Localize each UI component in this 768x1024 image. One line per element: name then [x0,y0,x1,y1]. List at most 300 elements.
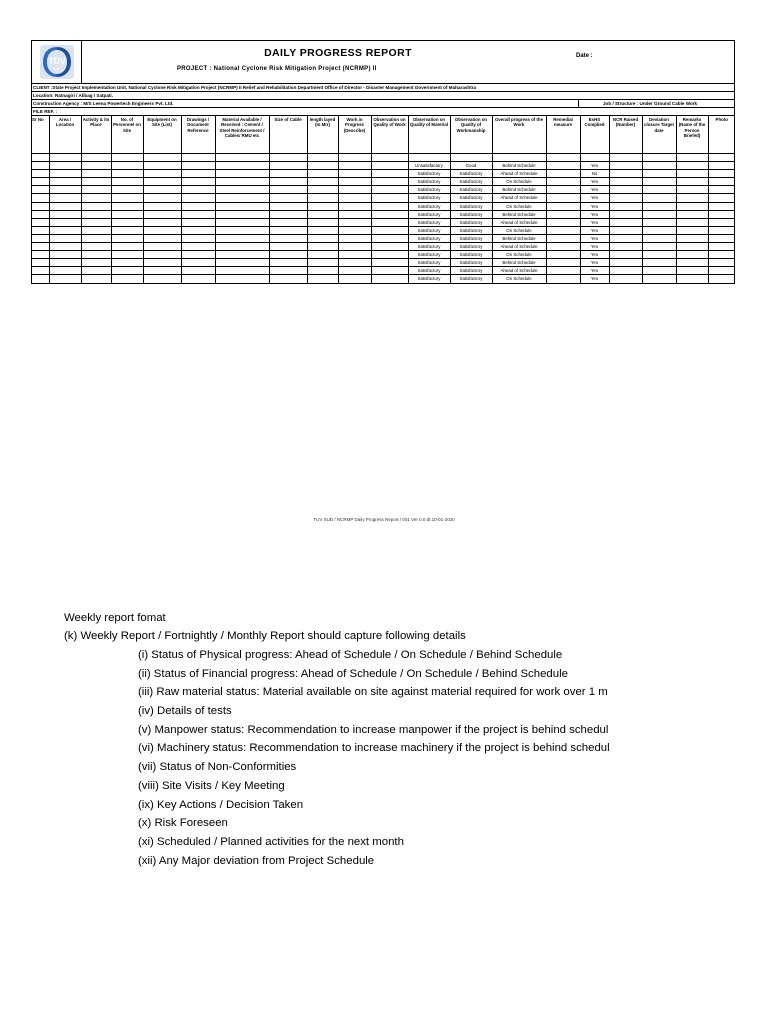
table-row [32,194,735,202]
table-cell [269,267,307,275]
table-cell [492,154,546,162]
column-header: Deviation closure Target date [642,116,676,154]
table-cell: Satisfactory [408,210,450,218]
table-cell [143,267,181,275]
table-cell [609,178,642,186]
table-cell [642,226,676,234]
table-cell [215,226,269,234]
table-cell [546,210,580,218]
progress-table [32,116,735,283]
table-cell [676,218,708,226]
table-cell [676,243,708,251]
table-cell [371,210,408,218]
table-cell [81,202,111,210]
table-cell [49,234,81,242]
table-cell [143,162,181,170]
table-cell [269,226,307,234]
table-cell: Satisfactory [450,234,492,242]
table-cell [676,251,708,259]
table-cell [215,202,269,210]
table-cell [642,243,676,251]
table-cell [269,275,307,283]
table-cell: Behind Schedule [492,210,546,218]
table-cell [642,162,676,170]
table-cell: Yes [580,259,609,267]
table-cell [111,218,143,226]
table-cell [269,186,307,194]
table-cell [371,194,408,202]
table-cell [81,218,111,226]
weekly-detail-item: (vii) Status of Non-Conformities [138,761,297,774]
table-cell [609,275,642,283]
table-cell [215,275,269,283]
table-cell: On Schedule [492,275,546,283]
table-row [32,202,735,210]
table-cell [32,162,49,170]
table-cell [338,243,371,251]
table-cell: Behind Schedule [492,259,546,267]
date-label: Date : [576,53,593,59]
table-cell [609,243,642,251]
table-cell [338,170,371,178]
table-cell [642,251,676,259]
table-cell [111,170,143,178]
table-cell [609,186,642,194]
table-cell [609,259,642,267]
column-header: EsHS Complied [580,116,609,154]
weekly-detail-item: (ii) Status of Financial progress: Ahead of Schedule / On Schedule / Behind Schedule [138,667,568,680]
table-cell: Satisfactory [408,226,450,234]
table-cell [676,194,708,202]
table-cell: Satisfactory [408,259,450,267]
table-cell [609,162,642,170]
weekly-detail-item: (iii) Raw material status: Material available on site against material required for work over 1 m [138,686,608,699]
file-ref-line: FILE REF. : [32,108,734,116]
table-cell [307,251,338,259]
report-title: DAILY PROGRESS REPORT [264,47,412,59]
table-cell [338,162,371,170]
table-cell [215,210,269,218]
column-header: Material Available / Received : Cement / Steel Reinforcement / Cables/ RMU etc [215,116,269,154]
table-cell [609,218,642,226]
table-cell [215,243,269,251]
column-header: length layed (In Mtr) [307,116,338,154]
table-cell: Satisfactory [408,243,450,251]
table-cell: Satisfactory [408,234,450,242]
table-cell [371,243,408,251]
table-cell: Satisfactory [450,186,492,194]
table-row [32,234,735,242]
table-cell [307,267,338,275]
table-cell: Satisfactory [450,226,492,234]
table-cell [642,218,676,226]
table-cell [143,154,181,162]
table-cell [49,267,81,275]
table-cell [32,243,49,251]
table-cell [546,251,580,259]
table-cell [642,234,676,242]
table-cell [143,210,181,218]
table-cell [143,243,181,251]
table-cell [215,194,269,202]
table-cell [143,259,181,267]
table-cell [642,202,676,210]
table-cell [546,170,580,178]
table-cell: Yes [580,226,609,234]
table-cell [708,218,735,226]
table-cell [609,202,642,210]
table-cell [371,218,408,226]
table-cell [708,226,735,234]
header-row [32,116,735,154]
document-reference: TUV SUD / NCRMP Daily Progress Report / 001 Ver 0.0 dt.10-01-2020 [313,517,455,522]
table-cell [708,186,735,194]
report-header [32,41,734,84]
table-cell: Satisfactory [450,259,492,267]
table-cell: Satisfactory [450,210,492,218]
table-cell [307,234,338,242]
table-cell [215,267,269,275]
table-cell [81,170,111,178]
table-cell: Satisfactory [450,178,492,186]
table-cell [49,178,81,186]
table-cell [269,251,307,259]
table-cell [81,162,111,170]
table-cell: Satisfactory [408,251,450,259]
logo-cell [32,41,82,83]
table-cell [708,259,735,267]
table-cell [81,154,111,162]
table-cell [32,178,49,186]
table-cell: Satisfactory [450,251,492,259]
weekly-k-item: (k) Weekly Report / Fortnightly / Monthly Report should capture following details [64,630,466,642]
project-name: PROJECT : National Cyclone Risk Mitigation Project (NCRMP) II [177,66,377,72]
table-cell [81,210,111,218]
table-cell [546,202,580,210]
column-header: Equipment on Site (List) [143,116,181,154]
table-cell [371,251,408,259]
table-cell [81,234,111,242]
weekly-report-format [64,609,768,870]
table-cell [215,170,269,178]
table-cell [49,154,81,162]
table-cell [609,170,642,178]
table-cell [676,259,708,267]
table-cell [371,178,408,186]
table-cell [338,154,371,162]
table-cell [676,275,708,283]
table-cell [269,210,307,218]
table-cell [49,243,81,251]
table-cell: Behind Schedule [492,162,546,170]
table-cell: On Schedule [492,178,546,186]
table-row [32,251,735,259]
table-cell [49,218,81,226]
table-cell [307,194,338,202]
table-cell [181,234,215,242]
table-cell [32,218,49,226]
table-cell [708,170,735,178]
table-cell [143,202,181,210]
table-cell [676,234,708,242]
table-row [32,243,735,251]
table-body [32,154,735,283]
table-cell [215,234,269,242]
table-cell [215,178,269,186]
table-cell [269,170,307,178]
table-cell: Satisfactory [408,267,450,275]
column-header: Remedial measure [546,116,580,154]
table-cell: Satisfactory [450,275,492,283]
table-cell [546,267,580,275]
table-cell [338,275,371,283]
table-cell [32,186,49,194]
table-cell: Yes [580,267,609,275]
table-row [32,267,735,275]
weekly-detail-item: (viii) Site Visits / Key Meeting [138,779,285,792]
table-cell [111,267,143,275]
table-cell [307,154,338,162]
table-cell: No [580,170,609,178]
table-cell [642,170,676,178]
column-header: Observation on Quality of Material [408,116,450,154]
table-cell [338,178,371,186]
table-cell [181,243,215,251]
table-cell [546,243,580,251]
table-cell [708,178,735,186]
table-cell [708,234,735,242]
table-cell [708,162,735,170]
table-cell [371,202,408,210]
table-cell [708,194,735,202]
table-cell [181,259,215,267]
weekly-detail-item: (v) Manpower status: Recommendation to increase manpower if the project is behind schedul [138,723,609,736]
table-cell [215,251,269,259]
table-cell [408,154,450,162]
table-cell: On Schedule [492,226,546,234]
table-cell: Behind Schedule [492,186,546,194]
table-cell [338,210,371,218]
weekly-detail-item: (vi) Machinery status: Recommendation to increase machinery if the project is behind schedul [138,742,610,755]
table-cell [111,178,143,186]
table-cell [215,162,269,170]
weekly-detail-item: (ix) Key Actions / Decision Taken [138,798,304,811]
table-cell [269,178,307,186]
table-cell [81,243,111,251]
table-cell: Satisfactory [450,194,492,202]
table-cell [307,178,338,186]
table-cell [49,162,81,170]
table-cell [32,154,49,162]
table-cell [546,218,580,226]
table-row [32,178,735,186]
table-cell [32,259,49,267]
table-cell [546,275,580,283]
table-cell [546,259,580,267]
table-cell [111,275,143,283]
column-header: Photo [708,116,735,154]
table-cell [371,170,408,178]
table-cell: Yes [580,178,609,186]
table-cell [338,226,371,234]
table-cell [181,251,215,259]
table-cell [49,226,81,234]
table-cell [143,234,181,242]
table-cell [269,218,307,226]
table-cell: Yes [580,251,609,259]
table-cell [181,267,215,275]
table-cell [676,267,708,275]
table-cell [546,178,580,186]
table-cell [307,259,338,267]
table-cell [708,202,735,210]
table-cell [546,194,580,202]
table-cell: Satisfactory [408,194,450,202]
table-cell [215,154,269,162]
table-cell [371,162,408,170]
column-header: Area / Location [49,116,81,154]
table-cell [676,186,708,194]
table-cell [676,226,708,234]
table-cell [269,243,307,251]
table-cell: Ahead of Schedule [492,194,546,202]
table-cell: Yes [580,218,609,226]
table-cell [215,186,269,194]
table-cell: Satisfactory [408,186,450,194]
table-header [32,116,735,154]
table-cell [642,267,676,275]
table-cell [307,226,338,234]
table-cell [181,210,215,218]
table-cell [307,243,338,251]
table-cell [49,259,81,267]
table-cell [143,194,181,202]
table-cell: Yes [580,194,609,202]
table-cell [642,178,676,186]
table-cell [676,202,708,210]
table-cell [708,267,735,275]
table-cell [338,202,371,210]
table-cell [32,210,49,218]
table-cell [269,162,307,170]
table-cell [371,234,408,242]
tuv-logo-icon [40,45,74,79]
logo-text: TÜV [48,56,65,66]
table-cell: Behind Schedule [492,234,546,242]
table-cell [609,251,642,259]
table-cell [642,186,676,194]
table-cell [81,186,111,194]
table-cell: Ahead of Schedule [492,170,546,178]
table-cell [371,186,408,194]
column-header: Overall progress of the Work [492,116,546,154]
table-cell [143,251,181,259]
table-cell: Yes [580,210,609,218]
column-header: Work in Progress (Describe) [338,116,371,154]
table-cell [111,194,143,202]
table-cell: Satisfactory [450,243,492,251]
table-cell [708,210,735,218]
table-cell [708,275,735,283]
column-header: Activity & its Place [81,116,111,154]
table-cell: Good [450,162,492,170]
table-cell [181,170,215,178]
table-cell [81,259,111,267]
table-row [32,275,735,283]
column-header: NCR Raised (Number) [609,116,642,154]
table-cell: Satisfactory [450,170,492,178]
table-cell [111,226,143,234]
table-cell [269,202,307,210]
table-cell [371,226,408,234]
table-cell [269,194,307,202]
table-cell: On Schedule [492,202,546,210]
table-cell [81,226,111,234]
table-cell [32,234,49,242]
table-cell [676,170,708,178]
table-cell: Ahead of Schedule [492,267,546,275]
table-cell: Yes [580,234,609,242]
location-line: Location: Ratnagiri / Alibag / Satpati. [32,92,734,100]
table-row [32,210,735,218]
table-cell [676,210,708,218]
agency-line [32,100,734,108]
table-cell [307,170,338,178]
table-cell [49,186,81,194]
table-cell [546,226,580,234]
client-line: CLIENT :State Project Implementation Unit, National Cyclone Risk Mitigation Project (NCRMP) II Relief and Rehabilitation Department Office of Director - Disaster Management Government of Maharashtra [32,84,734,92]
table-cell [143,218,181,226]
table-cell [546,162,580,170]
column-header: Drawings / Document Reference [181,116,215,154]
table-cell: On Schedule [492,251,546,259]
daily-progress-report-sheet [31,40,735,284]
weekly-detail-item: (i) Status of Physical progress: Ahead of Schedule / On Schedule / Behind Schedule [138,649,563,661]
table-cell: Satisfactory [408,275,450,283]
table-cell [676,154,708,162]
table-cell [32,202,49,210]
table-cell [708,251,735,259]
table-cell [609,234,642,242]
table-cell [49,251,81,259]
table-cell [111,202,143,210]
column-header: Observation on Quality of Workmanship [450,116,492,154]
table-cell [81,267,111,275]
job-structure-text: Job / Structure : Under Ground Cable Work [578,100,734,107]
table-cell [609,226,642,234]
table-cell [111,234,143,242]
table-row [32,170,735,178]
table-cell [338,218,371,226]
table-cell [338,251,371,259]
table-cell [32,267,49,275]
table-cell: Unsatisfactory [408,162,450,170]
table-cell [307,275,338,283]
table-cell [338,186,371,194]
table-row [32,154,735,162]
weekly-detail-list [64,646,768,870]
column-header: Sr No [32,116,49,154]
table-cell [609,267,642,275]
table-cell [143,275,181,283]
table-cell [642,154,676,162]
table-cell [181,275,215,283]
table-cell [708,154,735,162]
table-cell [580,154,609,162]
logo-sub-text: SÜD [52,67,61,71]
weekly-detail-item: (iv) Details of tests [138,705,232,718]
table-cell [49,275,81,283]
